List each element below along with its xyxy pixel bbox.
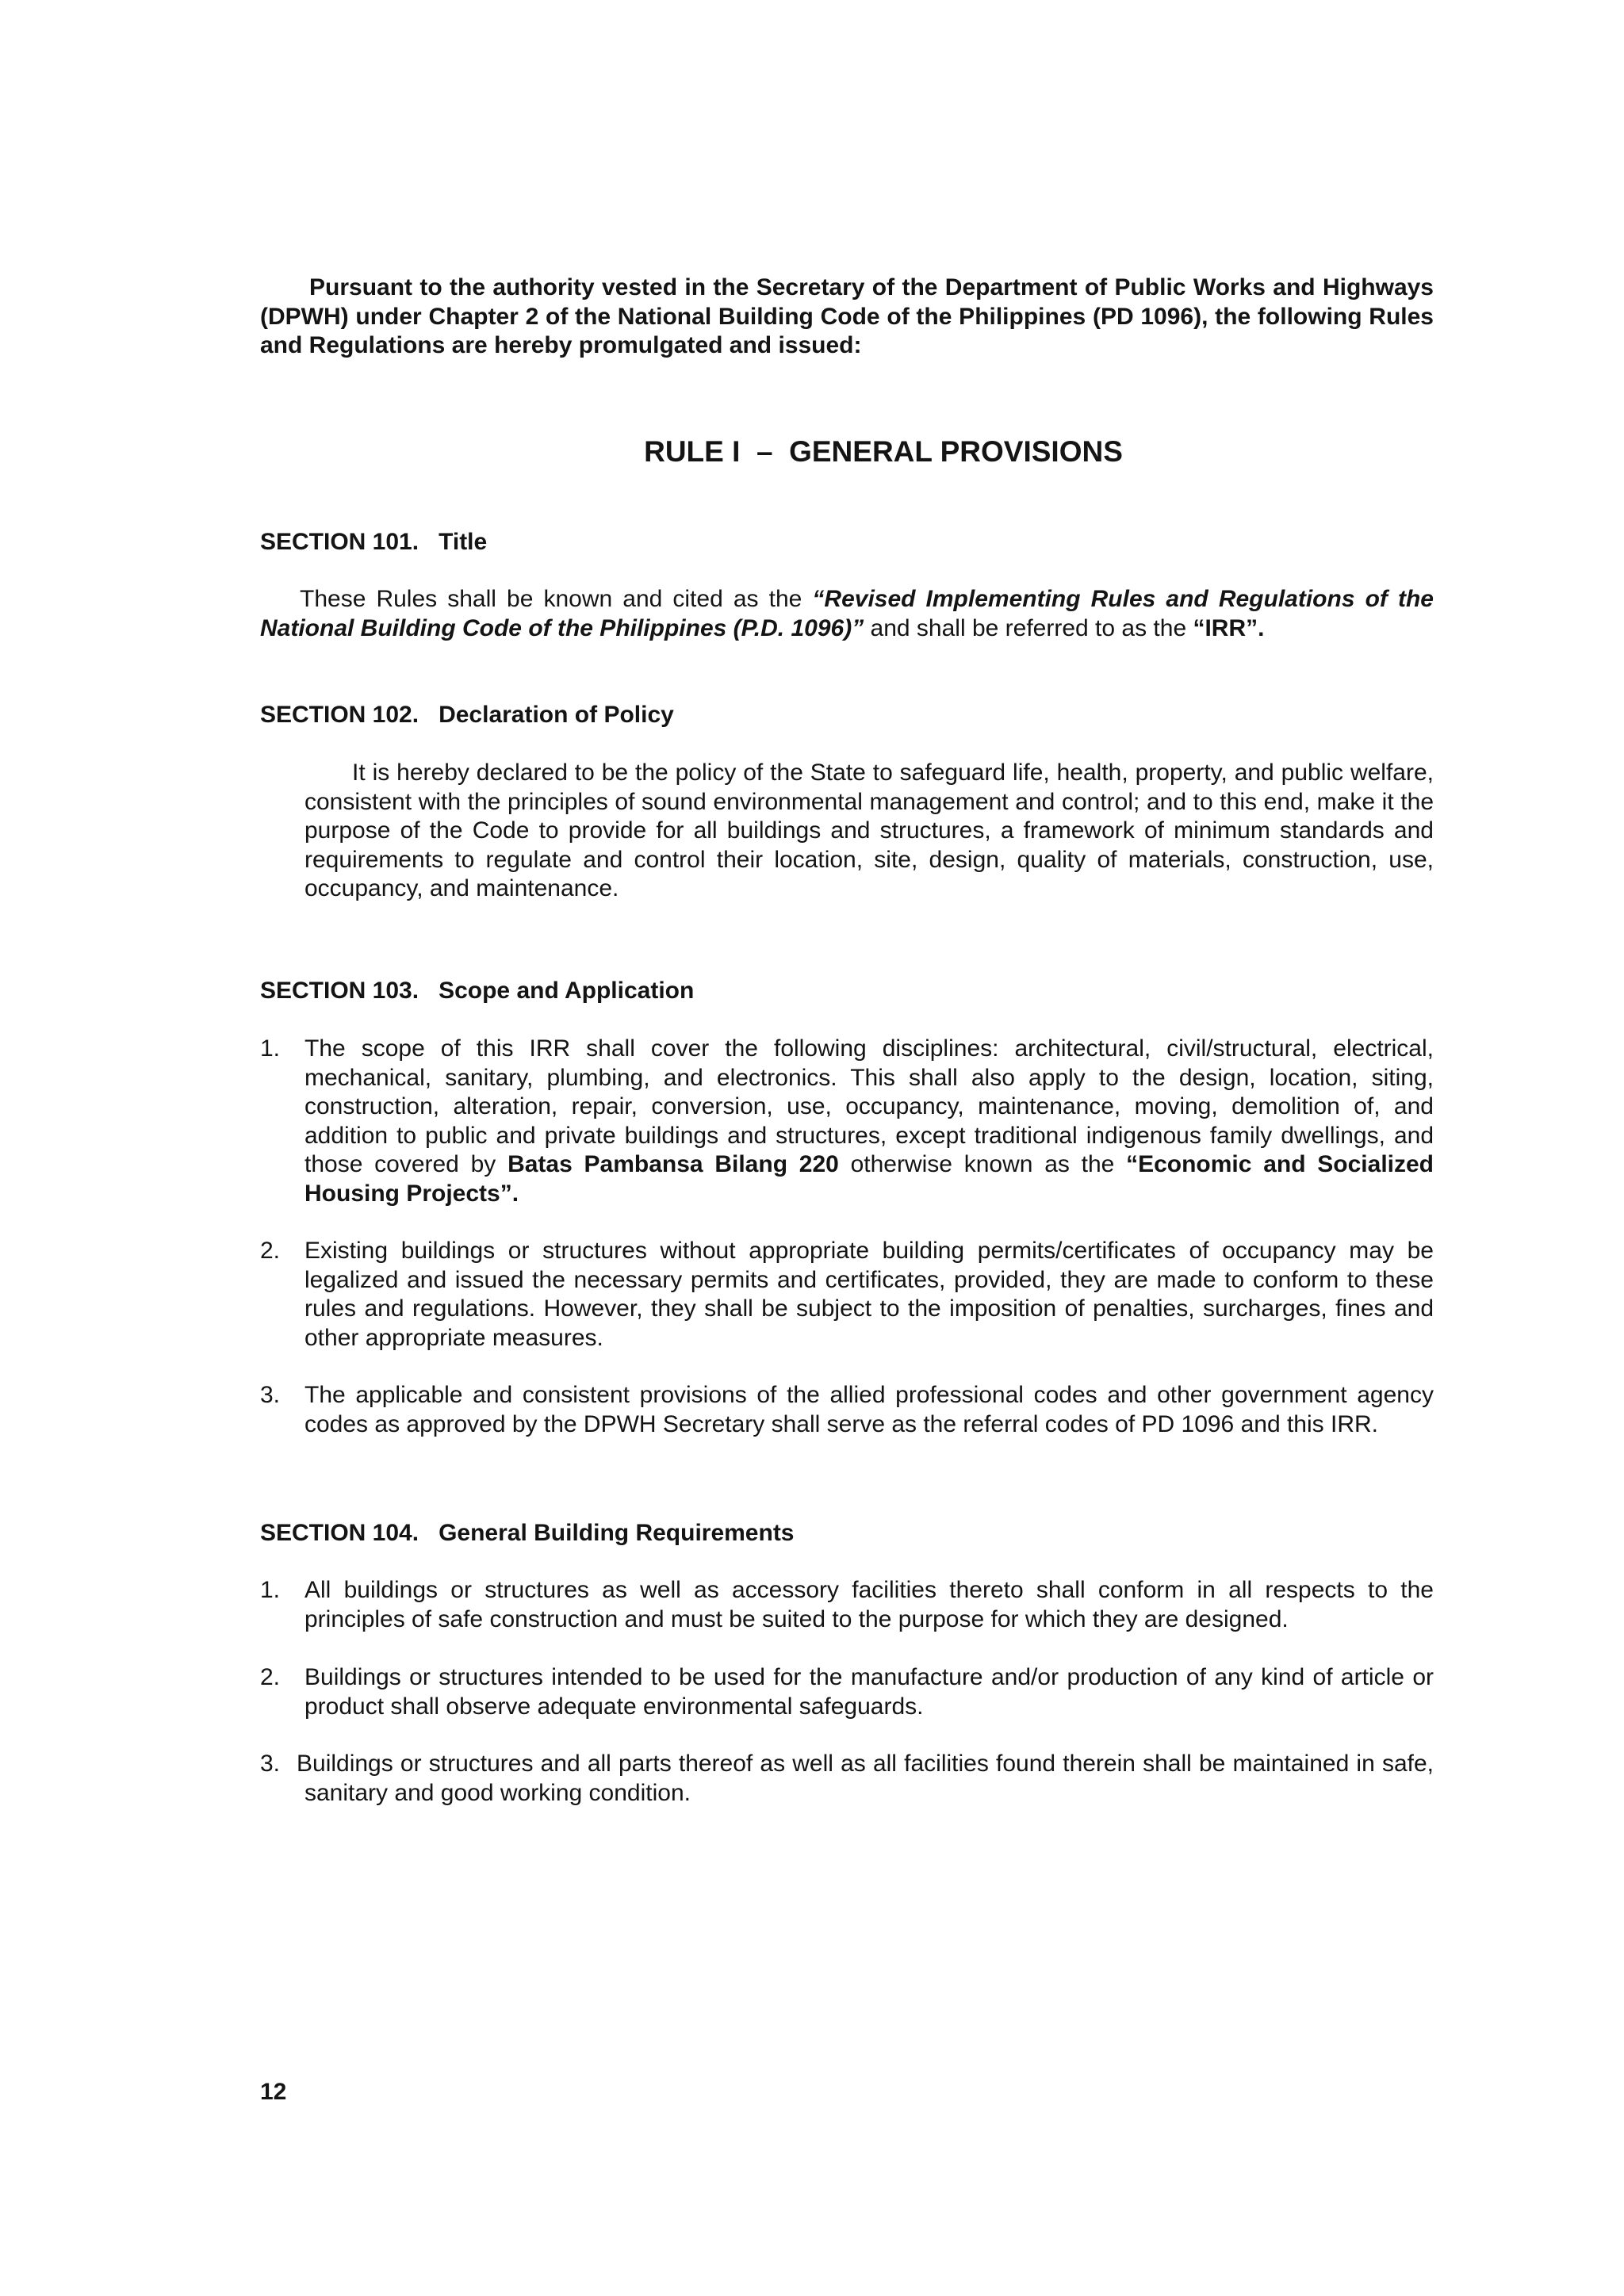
list-number: 2. (260, 1664, 281, 1690)
preamble-paragraph: Pursuant to the authority vested in the Secretary of the Department of Public Works and Highways (DPWH) under Chapter 2 of the National Building Code of the Philippines (PD 1096), the following Rules and Regulations are hereby promulgated and issued: (260, 274, 1434, 358)
section-103-housing-projects: “Economic and Socialized Housing Projects”. (304, 1151, 1434, 1207)
section-103-item-3 (260, 1381, 1434, 1439)
section-103-item-3-text: The applicable and consistent provisions of the allied professional codes and other government agency codes as approved by the DPWH Secretary shall serve as the referral codes of PD 1096 and this IRR. (304, 1382, 1434, 1437)
section-101-text-start: These Rules shall be known and cited as the (300, 586, 813, 612)
section-104-item-1-text: All buildings or structures as well as accessory facilities thereto shall conform in all respects to the principles of safe construction and must be suited to the purpose for which they are designed. (304, 1577, 1434, 1632)
list-number: 3. (260, 1382, 281, 1408)
section-103-item-2 (260, 1237, 1434, 1353)
list-number: 1. (260, 1035, 281, 1062)
section-101-rules-title: “Revised Implementing Rules and Regulations of the National Building Code of the Philippines (P.D. 1096)” (260, 586, 1434, 641)
section-104-item-2 (260, 1663, 1434, 1721)
section-101-text-mid: and shall be referred to as the (864, 614, 1193, 641)
page-number: 12 (260, 2079, 287, 2105)
section-104-item-2-text: Buildings or structures intended to be used for the manufacture and/or production of any kind of article or product shall observe adequate environmental safeguards. (304, 1664, 1434, 1720)
section-103-item-1-text-b: otherwise known as the (838, 1151, 1127, 1177)
section-102-paragraph: It is hereby declared to be the policy of the State to safeguard life, health, property, and public welfare, consistent with the principles of sound environmental management and control; and to this end, make it the purpose of the Code to provide for all buildings and structures, a framework of minimum standards and requirements to regulate and control their location, site, design, quality of materials, construction, use, occupancy, and maintenance. (304, 760, 1434, 901)
section-103-item-1-text-a: The scope of this IRR shall cover the following disciplines: architectural, civil/structural, electrical, mechanical, sanitary, plumbing, and electronics. This shall also apply to the design, location, siting, construction, alteration, repair, conversion, use, occupancy, maintenance, moving, demolition of, and addition to public and private buildings and structures, except traditional indigenous family dwellings, and those covered by (304, 1035, 1434, 1177)
section-104-item-1 (260, 1576, 1434, 1634)
section-103-item-1 (260, 1035, 1434, 1208)
rule-title: RULE I – GENERAL PROVISIONS (644, 435, 1123, 468)
section-103-heading: SECTION 103. Scope and Application (260, 978, 695, 1004)
section-101-heading: SECTION 101. Title (260, 529, 488, 555)
section-102-heading: SECTION 102. Declaration of Policy (260, 702, 674, 728)
list-number: 3. (260, 1751, 281, 1777)
section-104-item-3-text (297, 1750, 1434, 1808)
section-104-item-3-content: Buildings or structures and all parts thereof as well as all facilities found therein shall be maintained in safe, sanitary and good working condition. (297, 1751, 1434, 1806)
section-101-paragraph (260, 585, 1434, 643)
section-101-irr: “IRR”. (1193, 614, 1265, 641)
list-number: 1. (260, 1577, 281, 1603)
section-103-bp220: Batas Pambansa Bilang 220 (508, 1151, 839, 1177)
section-104-heading: SECTION 104. General Building Requirements (260, 1520, 795, 1546)
list-number: 2. (260, 1238, 281, 1264)
section-104-item-3 (260, 1750, 1434, 1808)
section-103-item-2-text: Existing buildings or structures without appropriate building permits/certificates of occupancy may be legalized and issued the necessary permits and certificates, provided, they are made to conform to these rules and regulations. However, they shall be subject to the imposition of penalties, surcharges, fines and other appropriate measures. (304, 1238, 1434, 1351)
